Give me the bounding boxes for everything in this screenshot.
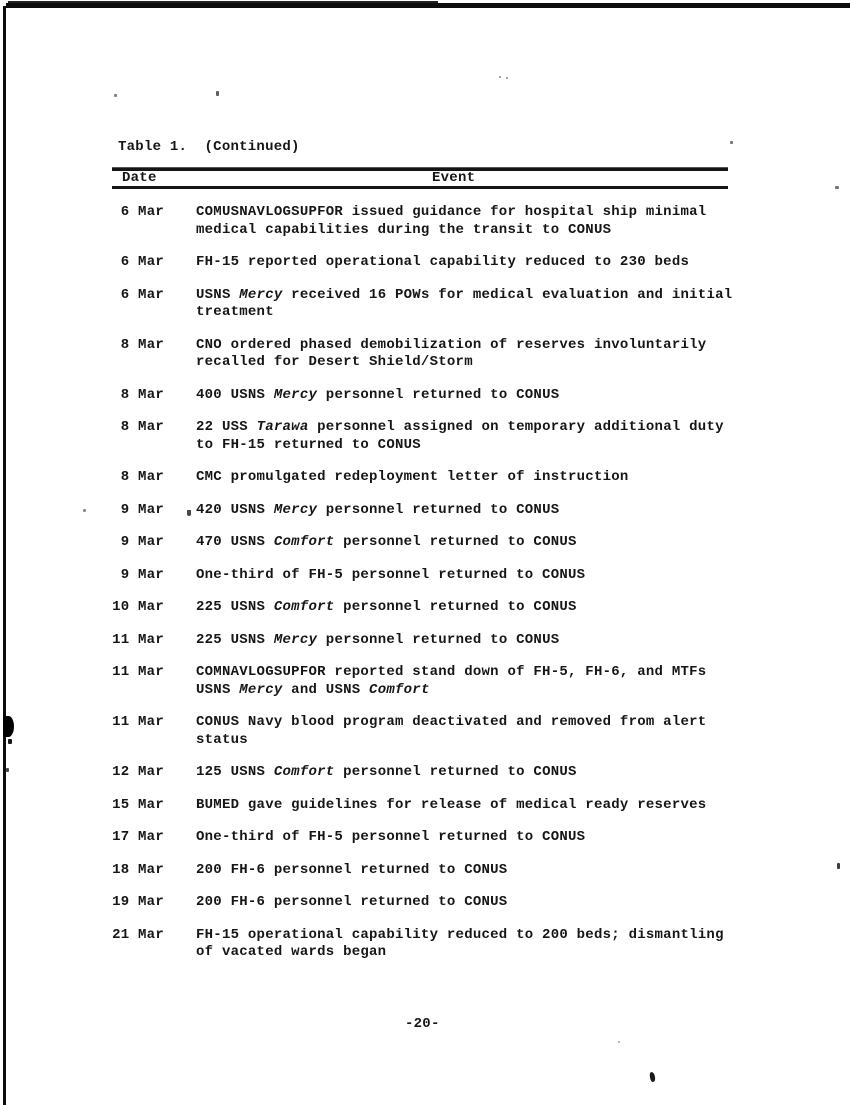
row-date: 15 Mar (112, 796, 164, 813)
event-text: to FH-15 returned to CONUS (196, 436, 421, 453)
table-row (112, 894, 752, 912)
scan-border-left (3, 6, 6, 1105)
row-date: 8 Mar (120, 336, 164, 353)
row-date: 10 Mar (112, 599, 164, 615)
row-event (196, 927, 724, 962)
row-date: 11 Mar (112, 714, 164, 730)
row-event (196, 764, 577, 782)
event-text: 225 USNS (196, 631, 274, 648)
row-event (196, 894, 507, 912)
ship-name: Tarawa (256, 419, 309, 435)
ink-speck (506, 77, 508, 79)
row-event (196, 534, 577, 552)
row-event (196, 469, 629, 487)
table-row (112, 387, 752, 405)
table-row (112, 254, 752, 272)
event-text: personnel assigned on temporary additional duty (308, 419, 724, 435)
event-text: 400 USNS (196, 386, 274, 403)
row-event (196, 664, 706, 699)
event-text: One-third of FH-5 personnel returned to CONUS (196, 566, 586, 583)
event-text: USNS (196, 681, 240, 698)
row-event (196, 567, 585, 585)
event-text: personnel returned to CONUS (317, 631, 560, 648)
table-row (112, 469, 752, 487)
event-text: personnel returned to CONUS (334, 764, 577, 780)
table-row (112, 862, 752, 880)
ink-speck (6, 768, 9, 772)
event-text: One-third of FH-5 personnel returned to CONUS (196, 829, 586, 845)
row-event (196, 287, 732, 322)
row-date: 19 Mar (112, 894, 164, 910)
page-number: -20- (405, 1016, 440, 1032)
event-text: personnel returned to CONUS (317, 386, 560, 403)
row-date: 9 Mar (120, 501, 164, 518)
event-text: status (196, 731, 248, 748)
table-row (112, 764, 752, 782)
ink-speck (618, 1041, 620, 1043)
table-row (112, 567, 752, 585)
event-text: recalled for Desert Shield/Storm (196, 354, 473, 370)
row-date: 11 Mar (112, 631, 164, 648)
ship-name: Comfort (273, 764, 335, 780)
ship-name: Mercy (239, 286, 283, 303)
event-text: 420 USNS (196, 501, 274, 518)
row-date: 8 Mar (120, 386, 164, 403)
row-date: 9 Mar (120, 534, 164, 550)
event-text: USNS (196, 286, 240, 303)
row-date: 11 Mar (112, 664, 164, 680)
table-row (112, 287, 752, 322)
row-date: 9 Mar (120, 566, 164, 583)
row-date: 8 Mar (120, 419, 164, 435)
event-text: BUMED gave guidelines for release of medical ready reserves (196, 796, 707, 813)
event-text: COMUSNAVLOGSUPFOR issued guidance for hospital ship minimal (196, 204, 707, 220)
row-event (196, 419, 724, 454)
ink-speck (216, 91, 219, 96)
table-body (112, 204, 752, 977)
row-event (196, 829, 585, 847)
ship-name: Mercy (273, 386, 318, 403)
row-date: 6 Mar (120, 204, 164, 220)
ink-speck (499, 76, 501, 78)
column-header-date: Date (122, 170, 157, 186)
row-event (196, 204, 706, 239)
scan-artifact-blob (3, 716, 14, 737)
row-date: 8 Mar (120, 469, 164, 485)
event-text: CNO ordered phased demobilization of reserves involuntarily (196, 336, 707, 353)
row-event (196, 632, 559, 650)
event-text: COMNAVLOGSUPFOR reported stand down of FH-5, FH-6, and MTFs (196, 664, 707, 680)
event-text: CONUS Navy blood program deactivated and removed from alert (196, 714, 707, 730)
event-text: 125 USNS (196, 764, 274, 780)
event-text: 22 USS (196, 419, 257, 435)
row-event (196, 862, 507, 880)
table-row (112, 632, 752, 650)
row-event (196, 797, 706, 815)
event-text: 225 USNS (196, 599, 274, 615)
table-title: Table 1. (Continued) (118, 139, 300, 155)
column-header-event: Event (432, 170, 476, 186)
table-rule-top (112, 168, 728, 171)
ship-name: Comfort (273, 534, 335, 550)
ink-speck (837, 863, 840, 869)
row-date: 18 Mar (112, 861, 164, 878)
ink-speck (187, 510, 191, 516)
table-rule-bottom (112, 186, 728, 189)
row-event (196, 387, 559, 405)
ink-speck (730, 141, 733, 144)
event-text: treatment (196, 304, 274, 320)
row-event (196, 714, 706, 749)
event-text: personnel returned to CONUS (317, 501, 560, 518)
event-text: medical capabilities during the transit to CONUS (196, 221, 612, 238)
ink-speck (8, 739, 12, 744)
row-date: 17 Mar (112, 829, 164, 845)
event-text: 200 FH-6 personnel returned to CONUS (196, 861, 508, 878)
table-row (112, 502, 752, 520)
scan-border-top (6, 3, 850, 8)
row-date: 21 Mar (112, 926, 164, 943)
ship-name: Mercy (239, 681, 283, 698)
ink-speck (114, 94, 117, 97)
row-date: 6 Mar (120, 254, 164, 270)
event-text: FH-15 operational capability reduced to 200 beds; dismantling (196, 926, 724, 943)
row-event (196, 254, 689, 272)
event-text: 470 USNS (196, 534, 274, 550)
event-text: and USNS (282, 681, 370, 698)
table-row (112, 927, 752, 962)
table-row (112, 337, 752, 372)
table-row (112, 419, 752, 454)
table-row (112, 204, 752, 239)
table-row (112, 599, 752, 617)
ink-speck (649, 1072, 655, 1083)
event-text: personnel returned to CONUS (334, 599, 577, 615)
row-date: 12 Mar (112, 764, 164, 780)
event-text: 200 FH-6 personnel returned to CONUS (196, 894, 508, 910)
event-text: received 16 POWs for medical evaluation and initial (282, 286, 733, 303)
ship-name: Comfort (369, 681, 430, 698)
event-text: FH-15 reported operational capability reduced to 230 beds (196, 254, 690, 270)
event-text: of vacated wards began (196, 944, 387, 960)
row-date: 6 Mar (120, 286, 164, 303)
table-row (112, 829, 752, 847)
ship-name: Mercy (273, 501, 318, 518)
table-row (112, 797, 752, 815)
table-row (112, 664, 752, 699)
event-text: personnel returned to CONUS (334, 534, 577, 550)
table-row (112, 714, 752, 749)
ink-speck (835, 186, 839, 189)
ship-name: Comfort (273, 599, 335, 615)
ship-name: Mercy (273, 631, 318, 648)
ink-speck (83, 509, 86, 512)
row-event (196, 337, 706, 372)
table-row (112, 534, 752, 552)
event-text: CMC promulgated redeployment letter of instruction (196, 469, 629, 485)
row-event (196, 599, 577, 617)
row-event (196, 502, 559, 520)
